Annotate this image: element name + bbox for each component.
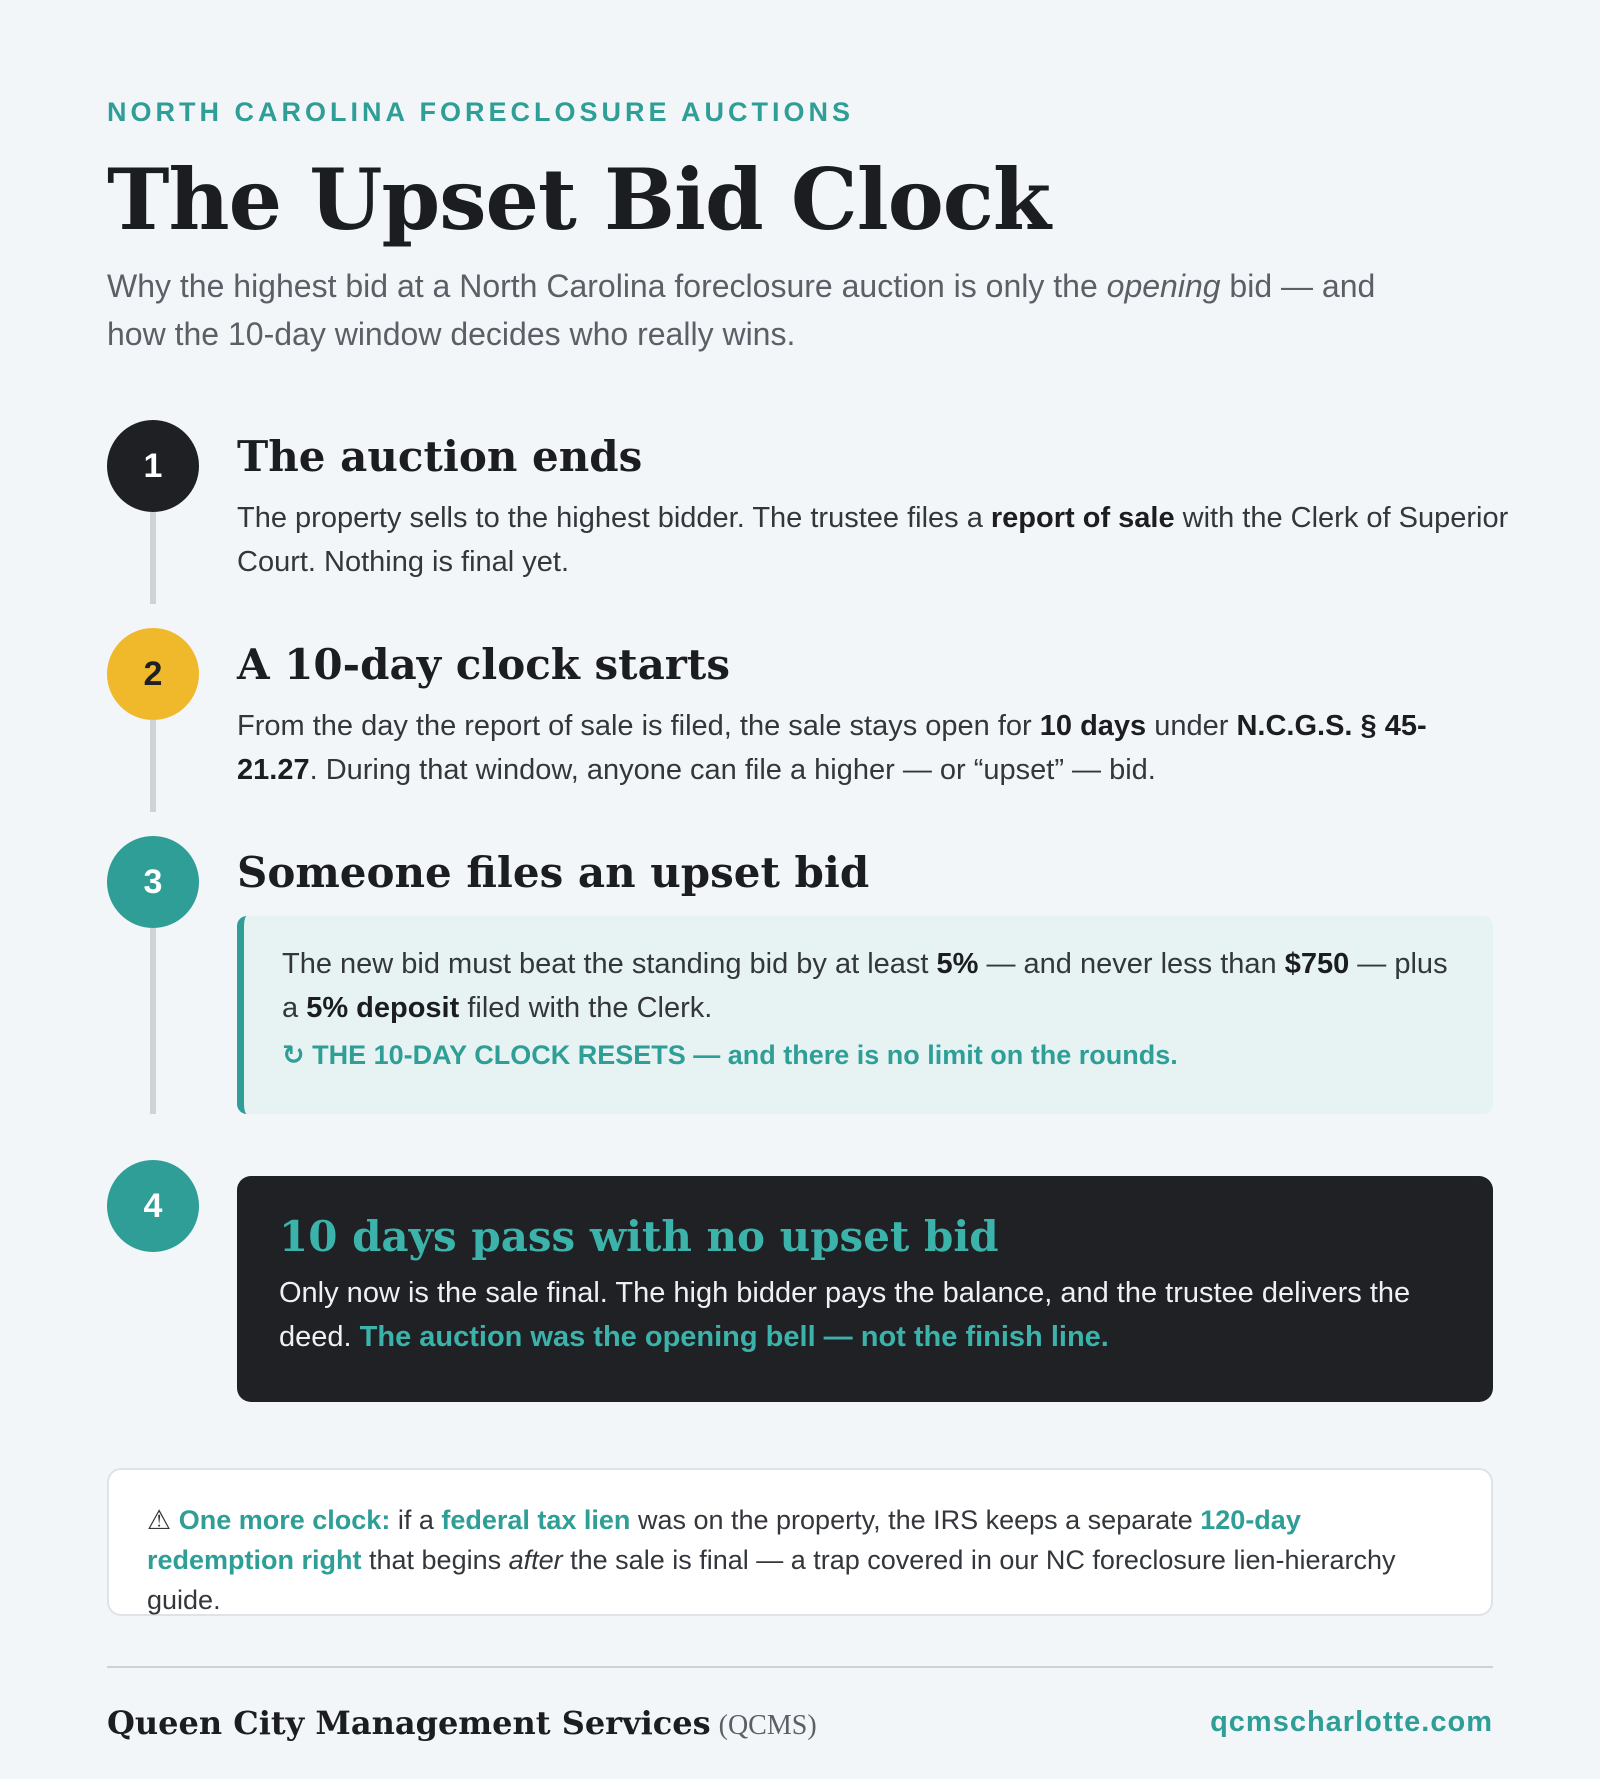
note-text-4: the sale is final — a trap covered in our NC foreclosure lien-hierarchy guide. — [147, 1545, 1396, 1615]
note-text-3: that begins — [361, 1545, 509, 1575]
note-emphasis: after — [508, 1545, 563, 1575]
step-3-connector — [150, 928, 156, 1114]
callout-bold-percent: 5% — [936, 948, 979, 980]
step-3-title: Someone files an upset bid — [237, 848, 870, 897]
step-4-highlight: The auction was the opening bell — not the finish line. — [359, 1321, 1109, 1353]
step-4-body — [279, 1271, 1453, 1359]
step-1-text: The property sells to the highest bidder. The trustee files a — [237, 502, 991, 534]
upset-bid-callout — [237, 916, 1493, 1114]
footer-divider — [107, 1666, 1493, 1668]
step-1-title: The auction ends — [237, 432, 643, 481]
step-2-marker: 2 — [107, 628, 199, 720]
final-step-box — [237, 1176, 1493, 1402]
refresh-icon: ↻ — [282, 1040, 305, 1070]
step-1-marker: 1 — [107, 420, 199, 512]
tax-lien-note — [107, 1468, 1493, 1616]
step-2-title: A 10-day clock starts — [237, 640, 730, 689]
note-highlight-lien: federal tax lien — [441, 1505, 631, 1535]
footer-brand — [107, 1704, 817, 1742]
step-1-connector — [150, 512, 156, 604]
warning-icon: ⚠ — [147, 1505, 172, 1535]
step-2-text-mid: under — [1146, 710, 1237, 742]
step-2-connector — [150, 720, 156, 812]
step-2-bold-statute: N.C.G.S. § 45-21.27 — [237, 710, 1427, 786]
step-2-body — [237, 704, 1493, 792]
clock-reset-line — [282, 1040, 1463, 1071]
step-4-title: 10 days pass with no upset bid — [279, 1212, 999, 1261]
subtitle-text: Why the highest bid at a North Carolina foreclosure auction is only the — [107, 268, 1107, 304]
callout-text-4: filed with the Clerk. — [459, 992, 713, 1024]
subtitle-text-end: bid — and how the 10-day window decides who really wins. — [107, 268, 1376, 352]
note-lead: One more clock: — [178, 1505, 391, 1535]
callout-text-1: The new bid must beat the standing bid by at least — [282, 948, 937, 980]
step-4-text: Only now is the sale final. The high bidder pays the balance, and the trustee delivers the deed. — [279, 1277, 1411, 1353]
step-3-marker: 3 — [107, 836, 199, 928]
brand-name: Queen City Management Services — [107, 1704, 711, 1742]
note-text-1: if a — [390, 1505, 442, 1535]
step-1-body — [237, 496, 1567, 584]
subtitle — [107, 262, 1407, 358]
brand-abbreviation: (QCMS) — [718, 1710, 817, 1741]
step-2-text: From the day the report of sale is filed, the sale stays open for — [237, 710, 1040, 742]
step-2-text-end: . During that window, anyone can file a higher — or “upset” — bid. — [309, 754, 1156, 786]
note-highlight-redemption: 120-day redemption right — [147, 1505, 1301, 1575]
note-text-2: was on the property, the IRS keeps a separate — [630, 1505, 1201, 1535]
callout-text-3: — plus a — [282, 948, 1448, 1024]
callout-text-2: — and never less than — [978, 948, 1285, 980]
website-link[interactable]: qcmscharlotte.com — [1210, 1706, 1493, 1738]
step-1-bold: report of sale — [990, 502, 1175, 534]
clock-reset-text: THE 10-DAY CLOCK RESETS — and there is no limit on the rounds. — [312, 1040, 1178, 1070]
subtitle-emphasis: opening — [1106, 268, 1221, 304]
callout-text — [282, 942, 1463, 1030]
step-2-bold-days: 10 days — [1039, 710, 1147, 742]
page-title: The Upset Bid Clock — [107, 150, 1051, 249]
callout-bold-deposit: 5% deposit — [306, 992, 460, 1024]
callout-bold-minimum: $750 — [1284, 948, 1350, 980]
step-1-text-end: with the Clerk of Superior Court. Nothing is final yet. — [237, 502, 1509, 578]
step-4-marker: 4 — [107, 1160, 199, 1252]
eyebrow: NORTH CAROLINA FORECLOSURE AUCTIONS — [107, 97, 854, 127]
